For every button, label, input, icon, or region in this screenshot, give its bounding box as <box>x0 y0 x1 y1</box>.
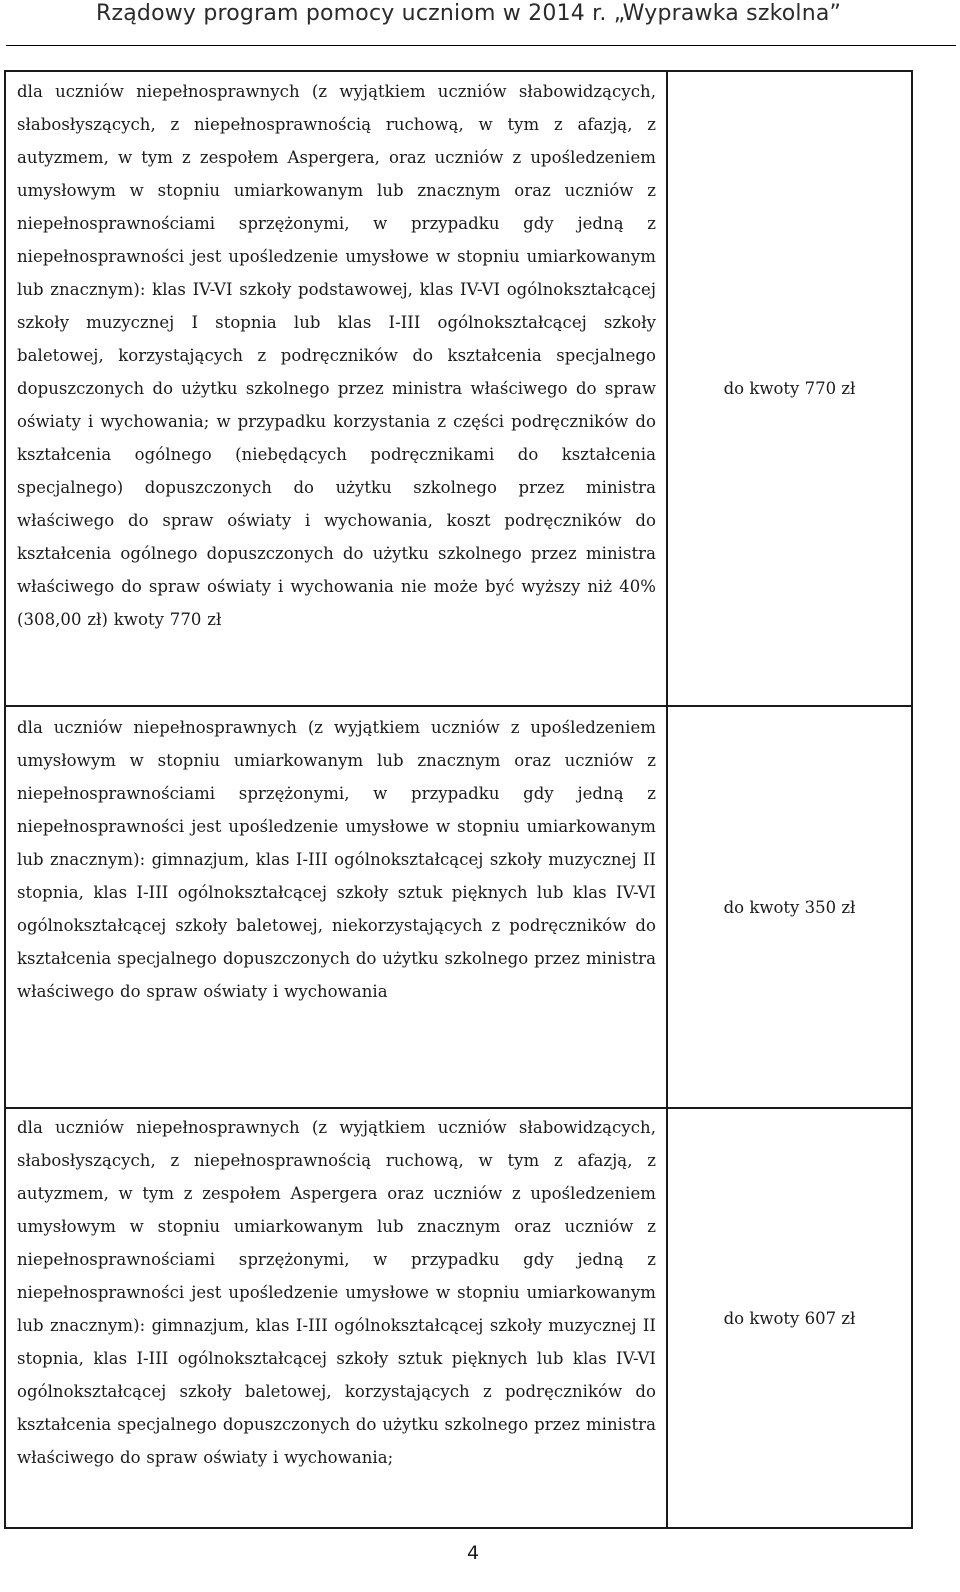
page-header <box>0 0 960 46</box>
eligibility-description: dla uczniów niepełnosprawnych (z wyjątkiem uczniów słabowidzących, słabosłyszących, z niepełnosprawnością ruchową, w tym z afazją, z autyzmem, w tym z zespołem Aspergera oraz uczniów z upośledzeniem umysłowym w stopniu umiarkowanym lub znacznym oraz uczniów z niepełnosprawnościami sprzężonymi, w przypadku gdy jedną z niepełnosprawności jest upośledzenie umysłowe w stopniu umiarkowanym lub znacznym): gimnazjum, klas I-III ogólnokształcącej szkoły muzycznej II stopnia, klas I-III ogólnokształcącej szkoły sztuk pięknych lub klas IV-VI ogólnokształcącej szkoły baletowej, korzystających z podręczników do kształcenia specjalnego dopuszczonych do użytku szkolnego przez ministra właściwego do spraw oświaty i wychowania; <box>17 1118 656 1467</box>
eligibility-cell <box>5 71 667 706</box>
support-amounts-table <box>4 70 913 1529</box>
header-divider <box>6 45 956 46</box>
page-number: 4 <box>467 1542 480 1564</box>
table-row <box>5 1108 912 1528</box>
eligibility-description: dla uczniów niepełnosprawnych (z wyjątkiem uczniów z upośledzeniem umysłowym w stopniu umiarkowanym lub znacznym oraz uczniów z niepełnosprawnościami sprzężonymi, w przypadku gdy jedną z niepełnosprawności jest upośledzenie umysłowe w stopniu umiarkowanym lub znacznym): gimnazjum, klas I-III ogólnokształcącej szkoły muzycznej II stopnia, klas I-III ogólnokształcącej szkoły sztuk pięknych lub klas IV-VI ogólnokształcącej szkoły baletowej, niekorzystających z podręczników do kształcenia specjalnego dopuszczonych do użytku szkolnego przez ministra właściwego do spraw oświaty i wychowania <box>17 718 656 1001</box>
eligibility-cell <box>5 706 667 1108</box>
table-row <box>5 71 912 706</box>
eligibility-cell <box>5 1108 667 1528</box>
amount-cell: do kwoty 770 zł <box>667 71 912 706</box>
amount-cell: do kwoty 607 zł <box>667 1108 912 1528</box>
document-title: Rządowy program pomocy uczniom w 2014 r. „Wyprawka szkolna” <box>96 1 842 26</box>
eligibility-description: dla uczniów niepełnosprawnych (z wyjątkiem uczniów słabowidzących, słabosłyszących, z niepełnosprawnością ruchową, w tym z afazją, z autyzmem, w tym z zespołem Aspergera, oraz uczniów z upośledzeniem umysłowym w stopniu umiarkowanym lub znacznym oraz uczniów z niepełnosprawnościami sprzężonymi, w przypadku gdy jedną z niepełnosprawności jest upośledzenie umysłowe w stopniu umiarkowanym lub znacznym): klas IV-VI szkoły podstawowej, klas IV-VI ogólnokształcącej szkoły muzycznej I stopnia lub klas I-III ogólnokształcącej szkoły baletowej, korzystających z podręczników do kształcenia specjalnego dopuszczonych do użytku szkolnego przez ministra właściwego do spraw oświaty i wychowania; w przypadku korzystania z części podręczników do kształcenia ogólnego (niebędących podręcznikami do kształcenia specjalnego) dopuszczonych do użytku szkolnego przez ministra właściwego do spraw oświaty i wychowania, koszt podręczników do kształcenia ogólnego dopuszczonych do użytku szkolnego przez ministra właściwego do spraw oświaty i wychowania nie może być wyższy niż 40% (308,00 zł) kwoty 770 zł <box>17 82 656 629</box>
table-row <box>5 706 912 1108</box>
amount-cell: do kwoty 350 zł <box>667 706 912 1108</box>
